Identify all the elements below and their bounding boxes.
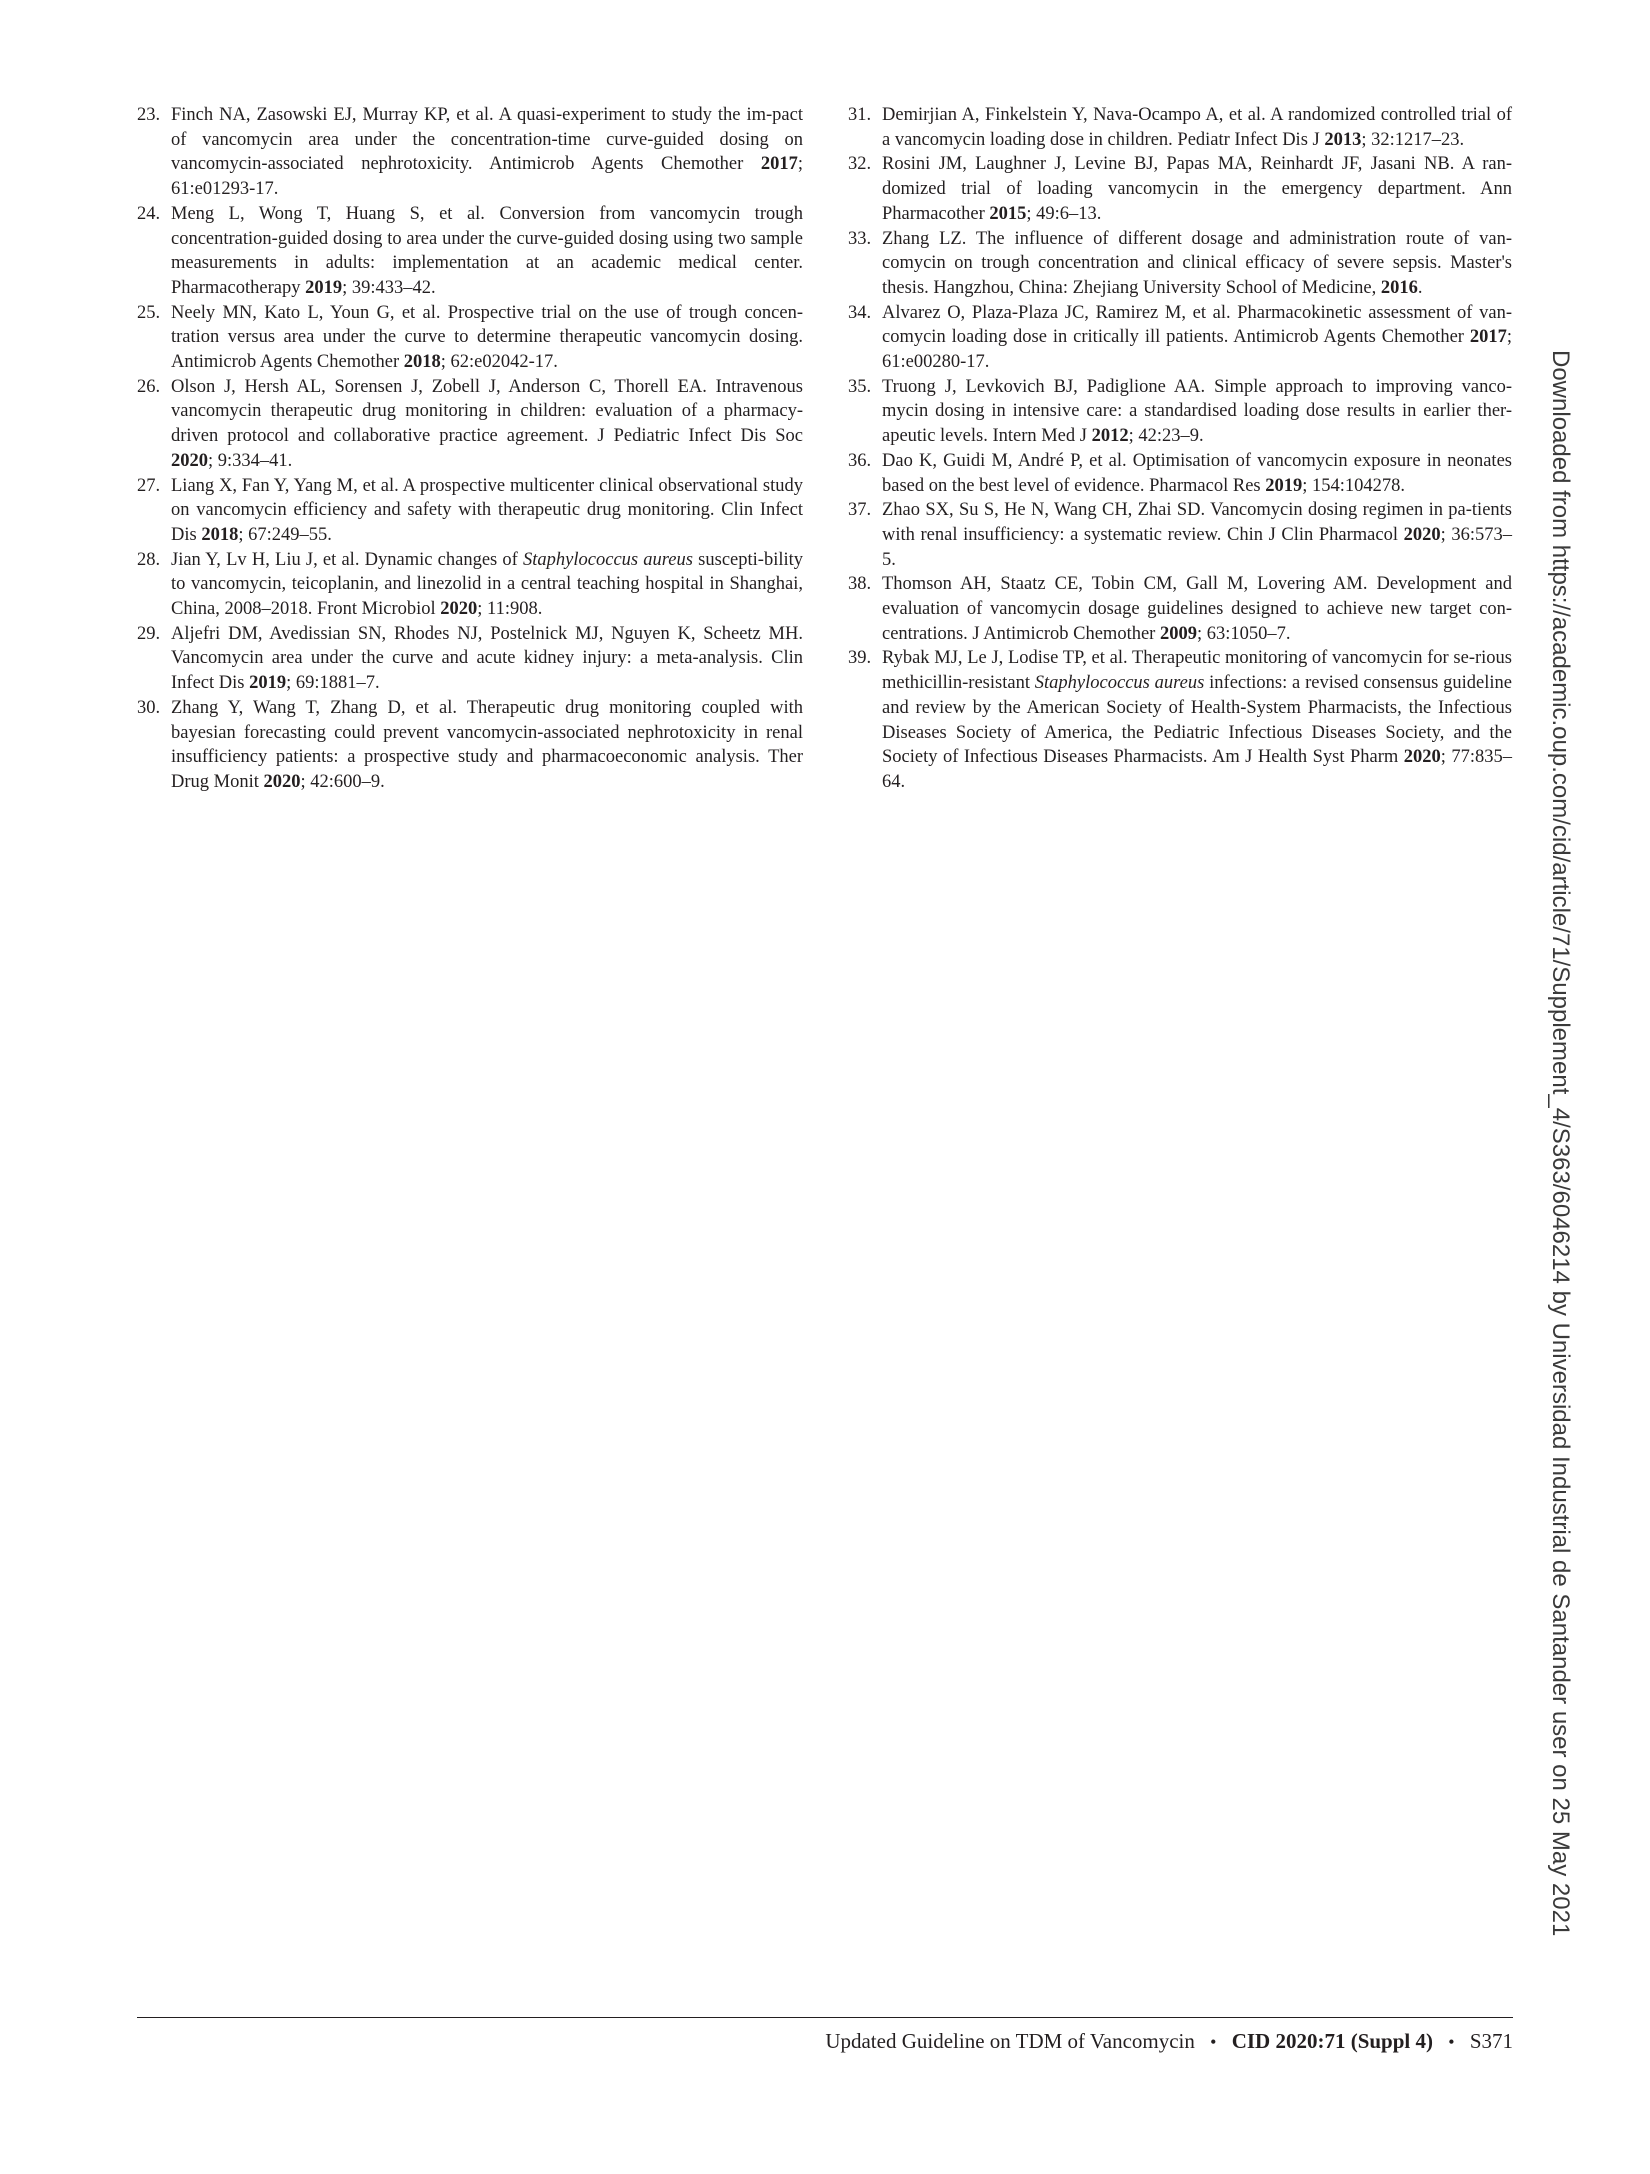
reference-text: Aljefri DM, Avedissian SN, Rhodes NJ, Postelnick MJ, Nguyen K, Scheetz MH. Vancomycin area under the curve and acute kidney injury: a meta-analysis. Clin Infect Dis 2019; 69:1881–7.: [171, 623, 803, 694]
reference-number: 39.: [848, 648, 872, 669]
footer-page-number: S371: [1469, 2029, 1513, 2053]
reference-text: Zhao SX, Su S, He N, Wang CH, Zhai SD. Vancomycin dosing regimen in pa-tients with renal insufficiency: a systematic review. Chin J Clin Pharmacol 2020; 36:573–5.: [882, 500, 1513, 570]
download-watermark: Downloaded from https://academic.oup.com/cid/article/71/Supplement_4/S363/6046214 by Universidad Industrial de Santander user on 25 May 2021: [1547, 350, 1574, 1937]
reference-number: 30.: [137, 697, 161, 718]
reference-text: Finch NA, Zasowski EJ, Murray KP, et al. A quasi-experiment to study the im-pact of vancomycin area under the concentration-time curve-guided dosing on vancomycin-associated nephrotoxicity. Antimicrob Agents Chemother 2017; 61:e01293-17.: [171, 105, 803, 200]
reference-number: 37.: [848, 500, 872, 521]
reference-text: Demirjian A, Finkelstein Y, Nava-Ocampo A, et al. A randomized controlled trial of a vancomycin loading dose in children. Pediatr Infect Dis J 2013; 32:1217–23.: [882, 105, 1512, 150]
reference-item: [848, 103, 1512, 152]
footer-title: Updated Guideline on TDM of Vancomycin: [825, 2029, 1195, 2053]
page-footer: [825, 2029, 1513, 2054]
reference-text: Dao K, Guidi M, André P, et al. Optimisation of vancomycin exposure in neonates based on the best level of evidence. Pharmacol Res 2019; 154:104278.: [882, 450, 1512, 496]
reference-number: 24.: [137, 203, 161, 224]
reference-text: Jian Y, Lv H, Liu J, et al. Dynamic changes of Staphylococcus aureus suscepti-bility to vancomycin, teicoplanin, and linezolid in a central teaching hospital in Shanghai, China, 2008–2018. Front Microbiol 2020; 11:908.: [171, 549, 803, 620]
references-column-right: [848, 103, 1512, 795]
reference-item: [848, 572, 1512, 646]
reference-number: 31.: [848, 105, 872, 125]
reference-text: Liang X, Fan Y, Yang M, et al. A prospective multicenter clinical observational study on vancomycin efficiency and safety with therapeutic drug monitoring. Clin Infect Dis 2018; 67:249–55.: [171, 475, 803, 545]
reference-item: [137, 474, 803, 548]
reference-item: [137, 202, 803, 301]
reference-text: Rosini JM, Laughner J, Levine BJ, Papas MA, Reinhardt JF, Jasani NB. A ran-domized trial of loading vancomycin in the emergency department. Ann Pharmacother 2015; 49:6–13.: [882, 154, 1512, 224]
reference-item: [137, 548, 803, 622]
reference-text: Alvarez O, Plaza-Plaza JC, Ramirez M, et al. Pharmacokinetic assessment of van-comycin loading dose in critically ill patients. Antimicrob Agents Chemother 2017; 61:e00280-17.: [882, 302, 1512, 373]
reference-item: [137, 301, 803, 375]
references-column-left: [137, 103, 803, 795]
reference-text: Zhang LZ. The influence of different dosage and administration route of van-comycin on trough concentration and clinical efficacy of severe sepsis. Master's thesis. Hangzhou, China: Zhejiang University School of Medicine, 2016.: [882, 228, 1512, 298]
reference-item: [848, 152, 1512, 226]
reference-item: [848, 227, 1512, 301]
reference-number: 33.: [848, 228, 872, 249]
reference-item: [848, 646, 1512, 794]
reference-number: 29.: [137, 623, 161, 644]
reference-item: [848, 301, 1512, 375]
reference-number: 28.: [137, 549, 161, 570]
reference-number: 32.: [848, 154, 872, 175]
reference-item: [848, 498, 1512, 572]
reference-text: Rybak MJ, Le J, Lodise TP, et al. Therapeutic monitoring of vancomycin for se-rious methicillin-resistant Staphylococcus aureus infections: a revised consensus guideline and review by the American Society of Health-System Pharmacists, the Infectious Diseases Society of America, the Pediatric Infectious Diseases Society, and the Society of Infectious Diseases Pharmacists. Am J Health Syst Pharm 2020; 77:835–64.: [882, 648, 1512, 792]
reference-text: Neely MN, Kato L, Youn G, et al. Prospective trial on the use of trough concen-tration versus area under the curve to determine therapeutic vancomycin dosing. Antimicrob Agents Chemother 2018; 62:e02042-17.: [171, 302, 803, 373]
footer-journal: CID 2020:71 (Suppl 4): [1231, 2029, 1433, 2053]
reference-item: [137, 375, 803, 474]
reference-item: [137, 622, 803, 696]
reference-number: 34.: [848, 302, 872, 323]
reference-text: Olson J, Hersh AL, Sorensen J, Zobell J, Anderson C, Thorell EA. Intravenous vancomycin therapeutic drug monitoring in children: evaluation of a pharmacy-driven protocol and collaborative practice agreement. J Pediatric Infect Dis Soc 2020; 9:334–41.: [171, 376, 803, 471]
reference-item: [848, 375, 1512, 449]
reference-text: Zhang Y, Wang T, Zhang D, et al. Therapeutic drug monitoring coupled with bayesian forecasting could prevent vancomycin-associated nephrotoxicity in renal insufficiency patients: a prospective study and pharmacoeconomic analysis. Ther Drug Monit 2020; 42:600–9.: [171, 697, 803, 792]
reference-number: 35.: [848, 376, 872, 397]
reference-number: 26.: [137, 376, 161, 397]
footer-bullet: •: [1448, 2032, 1455, 2052]
reference-item: [137, 696, 803, 795]
reference-number: 25.: [137, 302, 161, 323]
reference-text: Truong J, Levkovich BJ, Padiglione AA. Simple approach to improving vanco-mycin dosing in intensive care: a standardised loading dose results in earlier ther-apeutic levels. Intern Med J 2012; 42:23–9.: [882, 376, 1512, 447]
footer-bullet: •: [1210, 2032, 1217, 2052]
reference-number: 38.: [848, 574, 872, 595]
reference-number: 36.: [848, 450, 872, 471]
reference-item: [137, 103, 803, 202]
reference-text: Thomson AH, Staatz CE, Tobin CM, Gall M, Lovering AM. Development and evaluation of vancomycin dosage guidelines designed to achieve new target con-centrations. J Antimicrob Chemother 2009; 63:1050–7.: [882, 574, 1512, 644]
reference-item: [848, 449, 1512, 498]
reference-number: 23.: [137, 105, 161, 125]
footer-rule: [137, 2017, 1513, 2018]
reference-number: 27.: [137, 475, 161, 496]
reference-text: Meng L, Wong T, Huang S, et al. Conversion from vancomycin trough concentration-guided dosing to area under the curve-guided dosing using two sample measurements in adults: implementation at an academic medical center. Pharmacotherapy 2019; 39:433–42.: [171, 203, 803, 298]
